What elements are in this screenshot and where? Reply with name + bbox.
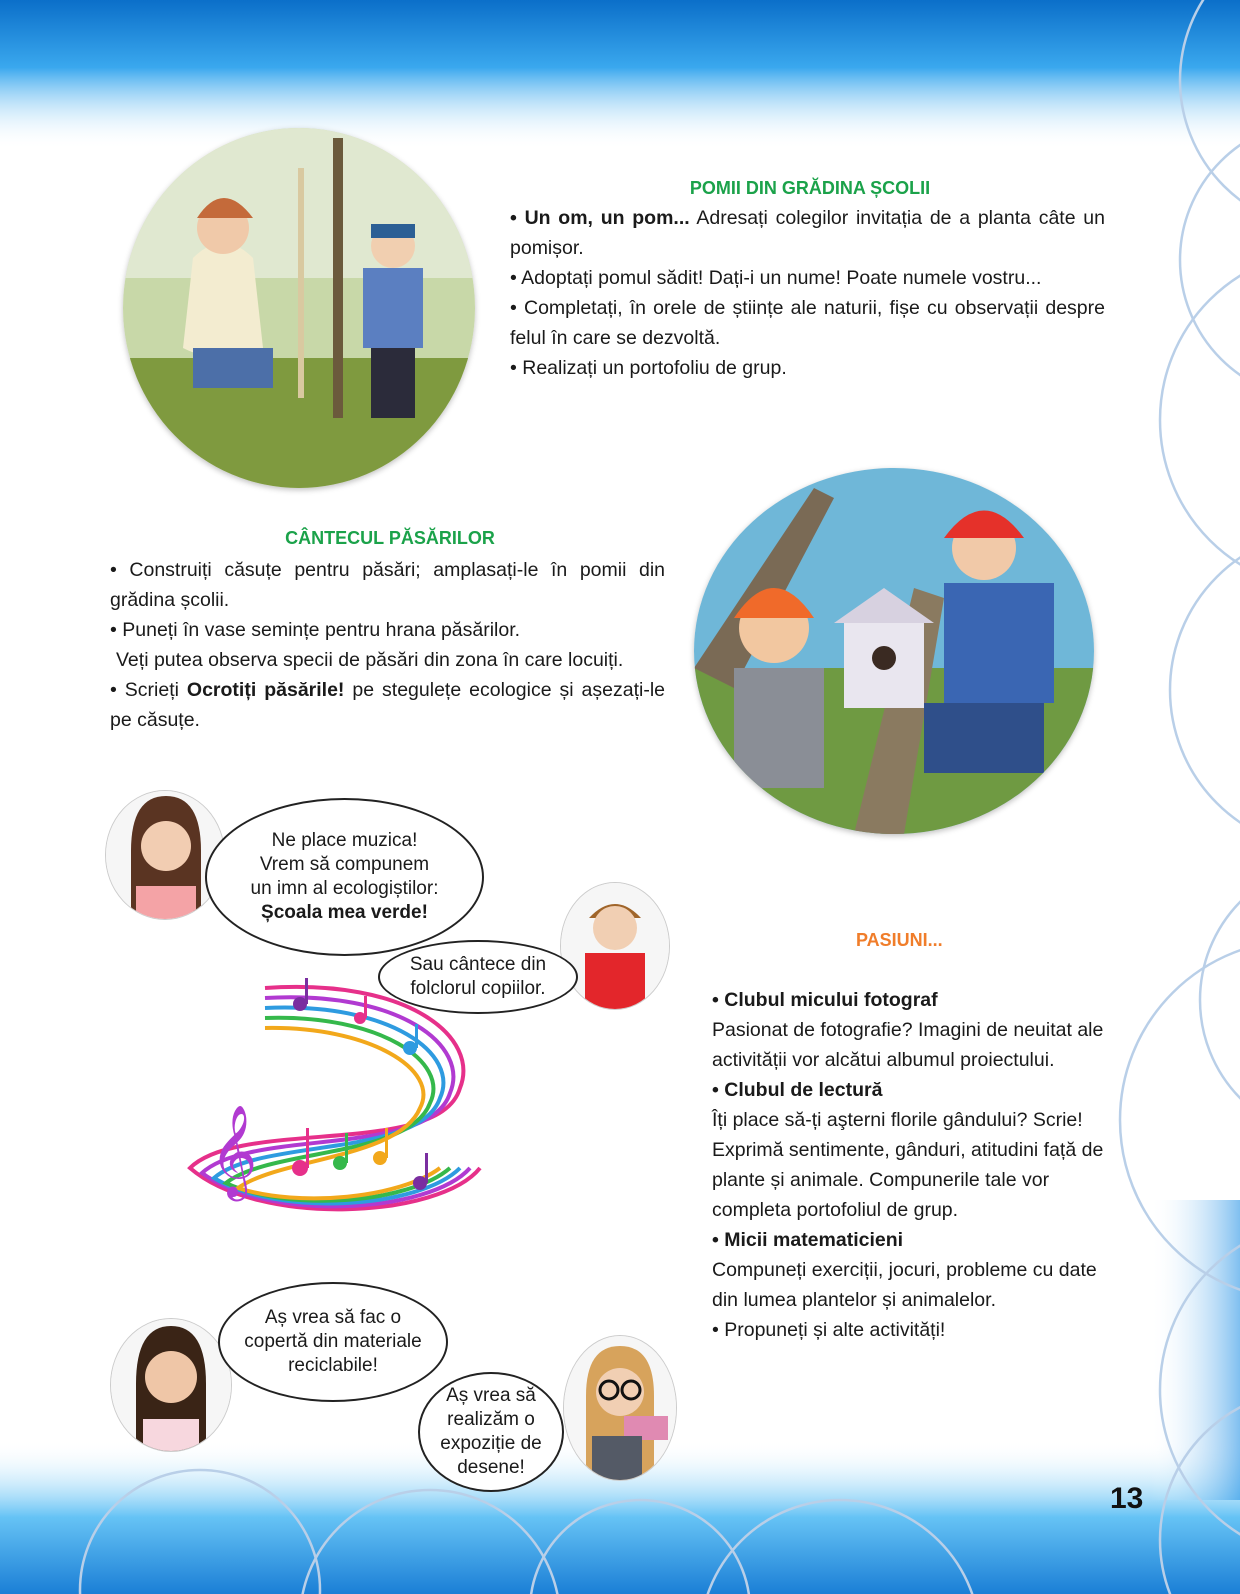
bubble-expo-line-1: Aș vrea să bbox=[446, 1385, 536, 1406]
bubble-cover-line-2: copertă din materiale bbox=[244, 1331, 422, 1352]
bubble-music-line-3: un imn al ecologiștilor: bbox=[250, 878, 439, 899]
birds-item-3: Veți putea observa specii de păsări din zona în care locuiți. bbox=[116, 649, 624, 671]
birdhouse-photo bbox=[694, 468, 1094, 834]
birdhouse-photo-icon bbox=[694, 468, 1094, 834]
birds-item-1: • Construiți căsuțe pentru păsări; amplasați-le în pomii din grădina școlii. bbox=[110, 559, 665, 611]
trees-item-2: • Adoptați pomul sădit! Dați-i un nume! Poate numele vostru... bbox=[510, 267, 1042, 289]
girl-avatar-icon bbox=[111, 1319, 231, 1451]
page-number: 13 bbox=[1110, 1482, 1144, 1515]
girl-glasses-avatar-icon bbox=[564, 1336, 676, 1480]
section-trees-list bbox=[510, 203, 1105, 383]
section-trees-title: POMII DIN GRĂDINA ȘCOLII bbox=[689, 178, 931, 198]
bubble-expo-line-4: desene! bbox=[457, 1457, 525, 1478]
girl-avatar-1 bbox=[105, 790, 225, 920]
bubble-music-line-2: Vrem să compunem bbox=[259, 854, 430, 875]
bubble-music-line-4: Școala mea verde! bbox=[261, 902, 428, 923]
boy-avatar bbox=[560, 882, 670, 1010]
bubble-expo-line-3: expoziție de bbox=[440, 1433, 542, 1454]
birds-item-2: • Puneți în vase semințe pentru hrana păsărilor. bbox=[110, 619, 521, 641]
svg-text:𝄞: 𝄞 bbox=[210, 1104, 258, 1197]
speech-bubble-cover bbox=[218, 1282, 448, 1402]
bubble-music-line-1: Ne place muzica! bbox=[271, 830, 418, 851]
bubble-expo-line-2: realizăm o bbox=[447, 1409, 535, 1430]
planting-tree-photo bbox=[123, 128, 475, 488]
girl-glasses-avatar bbox=[563, 1335, 677, 1481]
bubble-cover-line-1: Aș vrea să fac o bbox=[264, 1307, 402, 1328]
club-math-title: • Micii matematicieni bbox=[712, 1229, 904, 1251]
club-reading-text: Îți place să-ți aşterni florile gândului? Scrie! Exprimă sentimente, gânduri, atitudini față de plante și animale. Compunerile tale vor completa portofoliul de grup. bbox=[712, 1109, 1104, 1221]
girl-avatar-icon bbox=[106, 791, 224, 919]
club-photo-title: • Clubul micului fotograf bbox=[712, 989, 938, 1011]
bubble-songs-line-2: folclorul copiilor. bbox=[410, 978, 546, 999]
bubble-cover-line-3: reciclabile! bbox=[288, 1355, 378, 1376]
trees-item-1: • Un om, un pom... Adresați colegilor invitația de a planta câte un pomișor. bbox=[510, 207, 1105, 259]
club-reading-title: • Clubul de lectură bbox=[712, 1079, 883, 1101]
trees-item-3: • Completați, în orele de științe ale naturii, fișe cu observații despre felul în care se dezvoltă. bbox=[510, 297, 1105, 349]
section-birds-title: CÂNTECUL PĂSĂRILOR bbox=[285, 528, 495, 548]
trees-item-4: • Realizați un portofoliu de grup. bbox=[510, 357, 787, 379]
bubble-songs-line-1: Sau cântece din bbox=[409, 954, 547, 975]
section-passions-title: PASIUNI... bbox=[856, 930, 943, 950]
speech-bubble-music bbox=[205, 798, 484, 956]
club-photo-text: Pasionat de fotografie? Imagini de neuitat ale activității vor alcătui albumul proiectului. bbox=[712, 1019, 1104, 1071]
club-math-text: Compuneți exerciții, jocuri, probleme cu date din lumea plantelor și animalelor. bbox=[712, 1259, 1097, 1311]
section-passions-list bbox=[712, 985, 1112, 1345]
girl-avatar-2 bbox=[110, 1318, 232, 1452]
section-birds-list bbox=[110, 555, 665, 735]
speech-bubble-exhibition bbox=[418, 1372, 564, 1492]
boy-avatar-icon bbox=[561, 883, 669, 1009]
speech-bubble-songs bbox=[378, 940, 578, 1014]
birds-item-4: • Scrieți Ocrotiți păsările! pe stegulețe ecologice și așezați-le pe căsuțe. bbox=[110, 679, 665, 731]
propose-more-text: • Propuneți și alte activități! bbox=[712, 1319, 946, 1341]
planting-tree-photo-icon bbox=[123, 128, 475, 488]
